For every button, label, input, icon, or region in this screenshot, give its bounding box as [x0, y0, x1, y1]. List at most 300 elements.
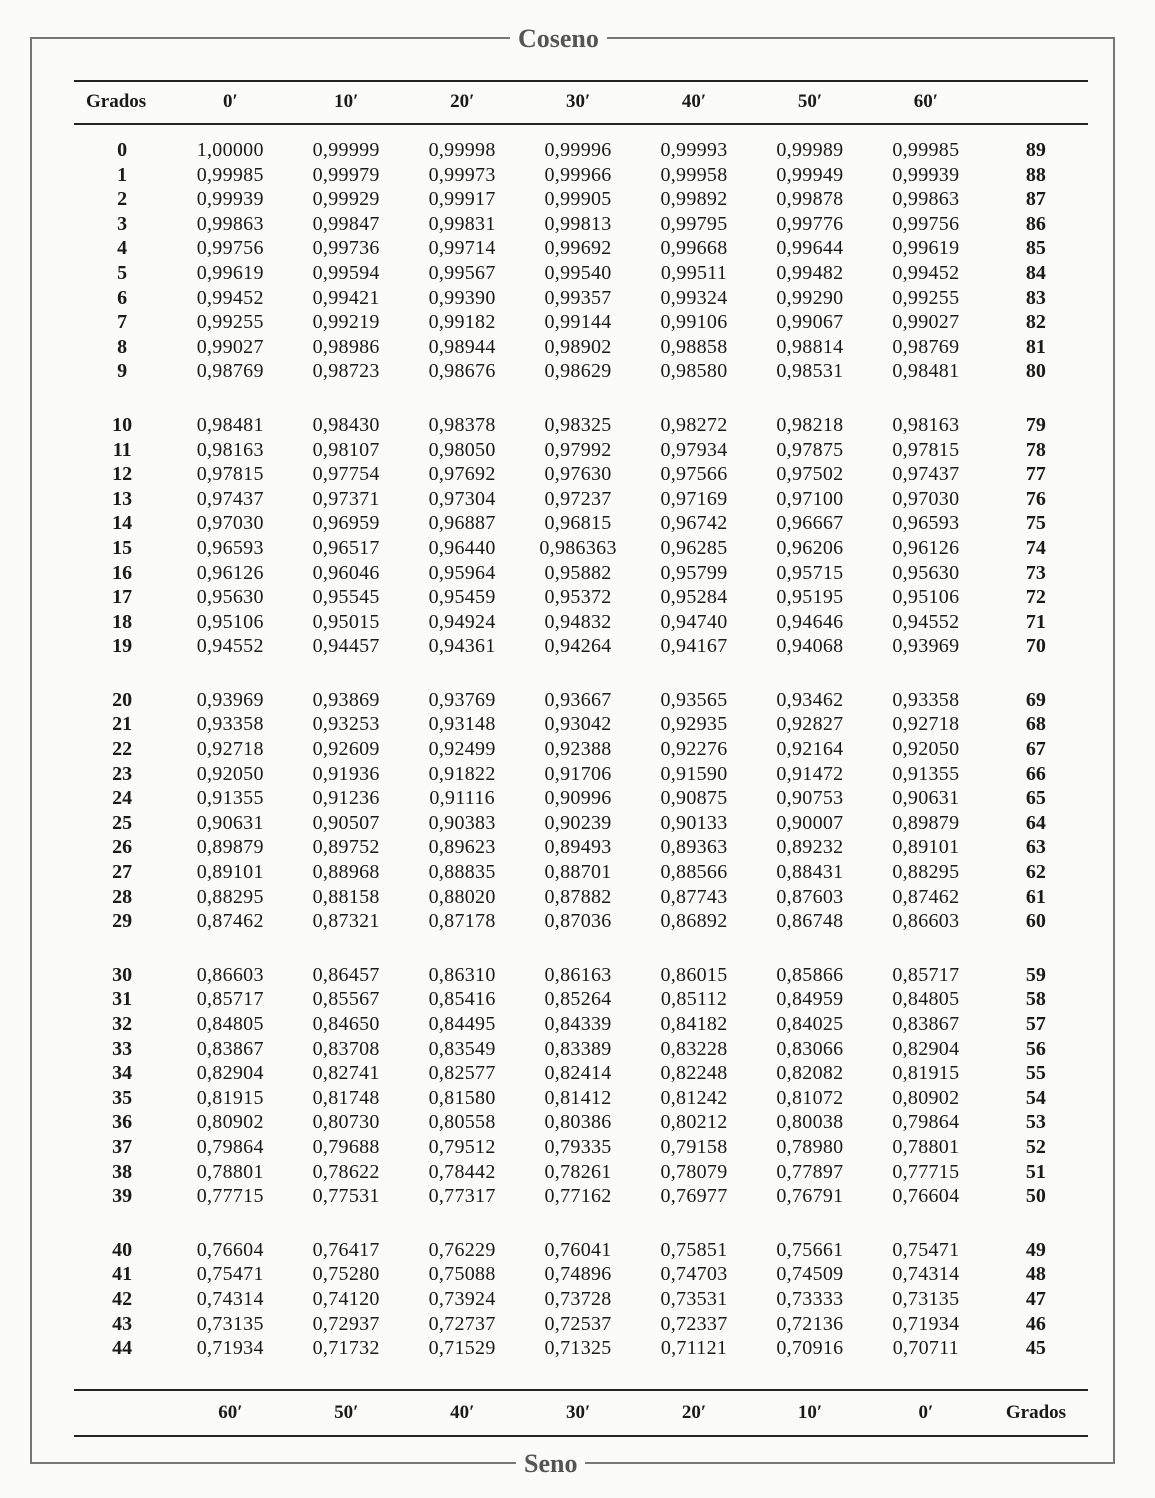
degree-cell: 3 [117, 212, 128, 235]
value-cell: 0,72937 [312, 1312, 380, 1335]
degree-cell: 26 [112, 836, 133, 859]
value-cell: 0,87603 [776, 885, 844, 908]
value-cell: 0,97169 [660, 487, 728, 510]
value-cell: 0,99795 [660, 212, 728, 235]
table-row [74, 1312, 1088, 1337]
value-cell: 0,86892 [660, 910, 728, 933]
footer-min-60: 60′ [218, 1402, 243, 1423]
value-cell: 0,71934 [196, 1337, 264, 1360]
value-cell: 0,99939 [196, 188, 264, 211]
value-cell: 0,96815 [544, 512, 612, 535]
value-cell: 0,98050 [428, 438, 496, 461]
value-cell: 0,97875 [776, 438, 844, 461]
value-cell: 0,89232 [776, 836, 844, 859]
value-cell: 0,99482 [776, 261, 844, 284]
value-cell: 0,86015 [660, 963, 728, 986]
value-cell: 0,91116 [429, 787, 495, 810]
value-cell: 0,99511 [660, 261, 728, 284]
value-cell: 0,73728 [544, 1287, 612, 1310]
value-cell: 0,89363 [660, 836, 728, 859]
value-cell: 0,99863 [196, 212, 264, 235]
value-cell: 0,77715 [892, 1160, 960, 1183]
value-cell: 0,82414 [544, 1062, 612, 1085]
degree-cell: 4 [117, 237, 128, 260]
table-row [74, 286, 1088, 311]
degree-cell: 1 [117, 163, 128, 186]
table-row [74, 438, 1088, 463]
value-cell: 0,91236 [312, 787, 380, 810]
value-cell: 0,93148 [428, 713, 496, 736]
value-cell: 0,76417 [312, 1238, 380, 1261]
value-cell: 0,99324 [660, 286, 728, 309]
value-cell: 0,92718 [892, 713, 960, 736]
value-cell: 0,99996 [544, 139, 612, 161]
value-cell: 0,83708 [312, 1037, 380, 1060]
value-cell: 0,95195 [776, 586, 844, 609]
value-cell: 0,74120 [312, 1287, 380, 1310]
complement-degree-cell: 53 [1025, 1111, 1046, 1134]
value-cell: 0,89101 [196, 861, 264, 884]
value-cell: 0,97692 [428, 463, 496, 486]
row-group [74, 1238, 1088, 1361]
degree-cell: 40 [112, 1238, 133, 1261]
value-cell: 0,99989 [776, 139, 844, 161]
value-cell: 0,84025 [776, 1013, 844, 1035]
complement-degree-cell: 48 [1025, 1263, 1046, 1286]
degree-cell: 7 [117, 311, 128, 334]
value-cell: 0,79335 [544, 1135, 612, 1158]
complement-degree-cell: 63 [1025, 836, 1046, 859]
value-cell: 0,98481 [196, 413, 264, 436]
value-cell: 0,84495 [428, 1013, 496, 1035]
value-cell: 0,85717 [196, 988, 264, 1011]
value-cell: 0,76604 [196, 1238, 264, 1261]
value-cell: 0,99452 [892, 261, 960, 284]
value-cell: 0,76229 [428, 1238, 496, 1261]
degree-cell: 14 [112, 512, 133, 535]
value-cell: 0,78261 [544, 1160, 612, 1183]
value-cell: 0,94924 [428, 610, 496, 633]
table-row [74, 585, 1088, 610]
value-cell: 0,75471 [196, 1263, 264, 1286]
value-cell: 0,99776 [776, 212, 844, 235]
value-cell: 0,84959 [776, 988, 844, 1011]
value-cell: 0,99540 [544, 261, 612, 284]
header-min-30: 30′ [566, 91, 591, 112]
value-cell: 0,90383 [428, 811, 496, 834]
value-cell: 0,93969 [196, 688, 264, 711]
value-cell: 0,90507 [312, 811, 380, 834]
value-cell: 0,73924 [428, 1287, 496, 1310]
degree-cell: 8 [117, 335, 128, 358]
value-cell: 0,94646 [776, 610, 844, 633]
header-min-0: 0′ [222, 91, 238, 112]
value-cell: 0,87462 [892, 885, 960, 908]
complement-degree-cell: 79 [1025, 413, 1046, 436]
value-cell: 0,96517 [312, 536, 380, 559]
value-cell: 0,91936 [312, 762, 380, 785]
complement-degree-cell: 89 [1025, 139, 1046, 161]
value-cell: 0,89493 [544, 836, 612, 859]
footer-min-40: 40′ [450, 1402, 475, 1423]
value-cell: 0,97502 [776, 463, 844, 486]
value-cell: 0,97437 [892, 463, 960, 486]
degree-cell: 15 [112, 536, 133, 559]
degree-cell: 13 [112, 487, 133, 510]
value-cell: 0,94361 [428, 635, 496, 658]
table-title-seno: Seno [516, 1447, 585, 1481]
value-cell: 0,89752 [312, 836, 380, 859]
value-cell: 1,00000 [196, 139, 264, 161]
value-cell: 0,98378 [428, 413, 496, 436]
value-cell: 0,95630 [892, 561, 960, 584]
table-row [74, 860, 1088, 885]
value-cell: 0,99067 [776, 311, 844, 334]
footer-min-20: 20′ [681, 1402, 707, 1423]
value-cell: 0,71325 [544, 1337, 612, 1360]
complement-degree-cell: 69 [1025, 688, 1046, 711]
value-cell: 0,88295 [196, 885, 264, 908]
table-row [74, 1238, 1088, 1263]
header-min-10: 10′ [334, 91, 359, 112]
value-cell: 0,99917 [428, 188, 496, 211]
value-cell: 0,82082 [776, 1062, 844, 1085]
complement-degree-cell: 47 [1025, 1287, 1046, 1310]
value-cell: 0,84805 [892, 988, 960, 1011]
value-cell: 0,99999 [312, 139, 380, 161]
footer-min-0: 0′ [918, 1402, 934, 1423]
value-cell: 0,96046 [312, 561, 380, 584]
value-cell: 0,73531 [660, 1287, 728, 1310]
degree-cell: 25 [112, 811, 133, 834]
value-cell: 0,91822 [428, 762, 496, 785]
value-cell: 0,99106 [660, 311, 728, 334]
row-group [74, 963, 1088, 1209]
footer-min-30: 30′ [566, 1402, 591, 1423]
value-cell: 0,99756 [196, 237, 264, 260]
value-cell: 0,98580 [660, 360, 728, 383]
value-cell: 0,84339 [544, 1013, 612, 1035]
value-cell: 0,98858 [660, 335, 728, 358]
value-cell: 0,99619 [892, 237, 960, 260]
complement-degree-cell: 83 [1025, 286, 1046, 309]
value-cell: 0,95545 [312, 586, 380, 609]
value-cell: 0,72136 [776, 1312, 844, 1335]
complement-degree-cell: 49 [1025, 1238, 1046, 1261]
value-cell: 0,72337 [660, 1312, 728, 1335]
value-cell: 0,79864 [196, 1135, 264, 1158]
degree-cell: 34 [112, 1062, 133, 1085]
value-cell: 0,98986 [312, 335, 380, 358]
table-row [74, 236, 1088, 261]
value-cell: 0,74314 [892, 1263, 960, 1286]
degree-cell: 44 [112, 1337, 133, 1360]
value-cell: 0,74314 [196, 1287, 264, 1310]
value-cell: 0,81915 [892, 1062, 960, 1085]
value-cell: 0,97815 [892, 438, 960, 461]
value-cell: 0,96667 [776, 512, 844, 535]
value-cell: 0,95715 [776, 561, 844, 584]
degree-cell: 31 [112, 988, 133, 1011]
value-cell: 0,88295 [892, 861, 960, 884]
table-row [74, 811, 1088, 836]
value-cell: 0,95015 [312, 610, 380, 633]
complement-degree-cell: 87 [1025, 188, 1046, 211]
value-cell: 0,93358 [892, 688, 960, 711]
value-cell: 0,98481 [892, 360, 960, 383]
value-cell: 0,73333 [776, 1287, 844, 1310]
table-row [74, 963, 1088, 988]
complement-degree-cell: 80 [1025, 360, 1046, 383]
value-cell: 0,81412 [544, 1086, 612, 1109]
value-cell: 0,86603 [892, 910, 960, 933]
value-cell: 0,71121 [660, 1337, 728, 1360]
value-cell: 0,86163 [544, 963, 612, 986]
value-cell: 0,76041 [544, 1238, 612, 1261]
table-row [74, 786, 1088, 811]
degree-cell: 11 [112, 438, 132, 461]
degree-cell: 16 [112, 561, 133, 584]
complement-degree-cell: 72 [1025, 586, 1046, 609]
table-row [74, 1012, 1088, 1037]
value-cell: 0,99692 [544, 237, 612, 260]
degree-cell: 2 [117, 188, 128, 211]
complement-degree-cell: 75 [1025, 512, 1046, 535]
degree-cell: 39 [112, 1185, 133, 1208]
value-cell: 0,97371 [312, 487, 380, 510]
table-row [74, 737, 1088, 762]
value-cell: 0,94552 [892, 610, 960, 633]
value-cell: 0,86603 [196, 963, 264, 986]
value-cell: 0,92388 [544, 738, 612, 761]
value-cell: 0,99949 [776, 163, 844, 186]
value-cell: 0,97630 [544, 463, 612, 486]
degree-cell: 37 [112, 1135, 133, 1158]
value-cell: 0,82577 [428, 1062, 496, 1085]
value-cell: 0,85567 [312, 988, 380, 1011]
footer-min-50: 50′ [334, 1402, 359, 1423]
value-cell: 0,89623 [428, 836, 496, 859]
value-cell: 0,90996 [544, 787, 612, 810]
value-cell: 0,73135 [892, 1287, 960, 1310]
value-cell: 0,99027 [892, 311, 960, 334]
value-cell: 0,78980 [776, 1135, 844, 1158]
table-row [74, 536, 1088, 561]
complement-degree-cell: 74 [1025, 536, 1046, 559]
degree-cell: 38 [112, 1160, 133, 1183]
value-cell: 0,86748 [776, 910, 844, 933]
value-cell: 0,97934 [660, 438, 728, 461]
value-cell: 0,98769 [892, 335, 960, 358]
complement-degree-cell: 60 [1025, 910, 1046, 933]
degree-cell: 29 [112, 910, 133, 933]
complement-degree-cell: 61 [1025, 885, 1046, 908]
value-cell: 0,95964 [428, 561, 496, 584]
value-cell: 0,94167 [660, 635, 728, 658]
table-title-coseno: Coseno [510, 22, 607, 56]
complement-degree-cell: 52 [1025, 1135, 1046, 1158]
complement-degree-cell: 70 [1025, 635, 1046, 658]
value-cell: 0,99929 [312, 188, 380, 211]
complement-degree-cell: 77 [1025, 463, 1046, 486]
value-cell: 0,81915 [196, 1086, 264, 1109]
value-cell: 0,82904 [892, 1037, 960, 1060]
value-cell: 0,99452 [196, 286, 264, 309]
value-cell: 0,93969 [892, 635, 960, 658]
table-row [74, 885, 1088, 910]
value-cell: 0,99255 [196, 311, 264, 334]
value-cell: 0,74896 [544, 1263, 612, 1286]
value-cell: 0,96593 [196, 536, 264, 559]
value-cell: 0,88566 [660, 861, 728, 884]
value-cell: 0,99290 [776, 286, 844, 309]
value-cell: 0,96887 [428, 512, 496, 535]
table-row [74, 261, 1088, 286]
degree-cell: 21 [112, 713, 133, 736]
value-cell: 0,84182 [660, 1013, 728, 1035]
column-header-bottom [74, 1394, 1088, 1432]
value-cell: 0,86457 [312, 963, 380, 986]
value-cell: 0,97754 [312, 463, 380, 486]
table-row [74, 561, 1088, 586]
value-cell: 0,99958 [660, 163, 728, 186]
complement-degree-cell: 62 [1025, 861, 1046, 884]
complement-degree-cell: 65 [1025, 787, 1046, 810]
value-cell: 0,98944 [428, 335, 496, 358]
value-cell: 0,98430 [312, 413, 380, 436]
value-cell: 0,80386 [544, 1111, 612, 1134]
value-cell: 0,79688 [312, 1135, 380, 1158]
degree-cell: 28 [112, 885, 133, 908]
table-row [74, 163, 1088, 188]
value-cell: 0,986363 [539, 536, 617, 559]
value-cell: 0,97030 [892, 487, 960, 510]
value-cell: 0,88431 [776, 861, 844, 884]
value-cell: 0,96440 [428, 536, 496, 559]
table-row [74, 1037, 1088, 1062]
table-row [74, 835, 1088, 860]
value-cell: 0,93769 [428, 688, 496, 711]
value-cell: 0,80212 [660, 1111, 728, 1134]
value-cell: 0,85866 [776, 963, 844, 986]
complement-degree-cell: 55 [1025, 1062, 1046, 1085]
value-cell: 0,85264 [544, 988, 612, 1011]
value-cell: 0,72737 [428, 1312, 496, 1335]
complement-degree-cell: 66 [1025, 762, 1046, 785]
value-cell: 0,94740 [660, 610, 728, 633]
value-cell: 0,89101 [892, 836, 960, 859]
value-cell: 0,75280 [312, 1263, 380, 1286]
value-cell: 0,91472 [776, 762, 844, 785]
value-cell: 0,93667 [544, 688, 612, 711]
value-cell: 0,93462 [776, 688, 844, 711]
table-row [74, 1086, 1088, 1111]
complement-degree-cell: 81 [1025, 335, 1046, 358]
table-row [74, 1061, 1088, 1086]
value-cell: 0,92827 [776, 713, 844, 736]
complement-degree-cell: 50 [1025, 1185, 1046, 1208]
value-cell: 0,92050 [892, 738, 960, 761]
value-cell: 0,89879 [196, 836, 264, 859]
value-cell: 0,96126 [196, 561, 264, 584]
value-cell: 0,87178 [428, 910, 496, 933]
value-cell: 0,96206 [776, 536, 844, 559]
value-cell: 0,92050 [196, 762, 264, 785]
complement-degree-cell: 51 [1025, 1160, 1046, 1183]
degree-cell: 27 [112, 861, 133, 884]
value-cell: 0,80038 [776, 1111, 844, 1134]
degree-cell: 10 [112, 413, 133, 436]
value-cell: 0,84650 [312, 1013, 380, 1035]
table-row [74, 610, 1088, 635]
footer-min-10: 10′ [797, 1402, 823, 1423]
value-cell: 0,79512 [428, 1135, 496, 1158]
table-row [74, 187, 1088, 212]
value-cell: 0,99144 [544, 311, 612, 334]
table-row [74, 335, 1088, 360]
value-cell: 0,99998 [428, 139, 496, 161]
table-row [74, 688, 1088, 713]
value-cell: 0,93042 [544, 713, 612, 736]
table-row [74, 634, 1088, 659]
header-min-40: 40′ [681, 91, 707, 112]
value-cell: 0,82741 [312, 1062, 380, 1085]
table-row [74, 1110, 1088, 1135]
value-cell: 0,93253 [312, 713, 380, 736]
value-cell: 0,99255 [892, 286, 960, 309]
value-cell: 0,71934 [892, 1312, 960, 1335]
value-cell: 0,98272 [660, 413, 728, 436]
value-cell: 0,98107 [312, 438, 380, 461]
value-cell: 0,70916 [776, 1337, 844, 1360]
value-cell: 0,98629 [544, 360, 612, 383]
value-cell: 0,73135 [196, 1312, 264, 1335]
row-group [74, 413, 1088, 659]
value-cell: 0,98531 [776, 360, 844, 383]
value-cell: 0,88020 [428, 885, 496, 908]
degree-cell: 9 [117, 360, 128, 383]
value-cell: 0,99644 [776, 237, 844, 260]
complement-degree-cell: 71 [1025, 610, 1046, 633]
degree-cell: 42 [112, 1287, 133, 1310]
value-cell: 0,71529 [428, 1337, 496, 1360]
value-cell: 0,81242 [660, 1086, 728, 1109]
value-cell: 0,98902 [544, 335, 612, 358]
complement-degree-cell: 73 [1025, 561, 1046, 584]
value-cell: 0,77531 [312, 1185, 380, 1208]
header-min-20: 20′ [450, 91, 475, 112]
value-cell: 0,95799 [660, 561, 728, 584]
value-cell: 0,92718 [196, 738, 264, 761]
value-cell: 0,81580 [428, 1086, 496, 1109]
degree-cell: 23 [112, 762, 133, 785]
value-cell: 0,74509 [776, 1263, 844, 1286]
row-group [74, 138, 1088, 384]
value-cell: 0,99939 [892, 163, 960, 186]
value-cell: 0,97437 [196, 487, 264, 510]
value-cell: 0,99182 [428, 311, 496, 334]
table-row [74, 1135, 1088, 1160]
value-cell: 0,83228 [660, 1037, 728, 1060]
complement-degree-cell: 45 [1025, 1337, 1046, 1360]
value-cell: 0,91355 [892, 762, 960, 785]
value-cell: 0,78801 [892, 1135, 960, 1158]
complement-degree-cell: 84 [1025, 261, 1046, 284]
value-cell: 0,88835 [428, 861, 496, 884]
value-cell: 0,96593 [892, 512, 960, 535]
table-row [74, 1160, 1088, 1185]
value-cell: 0,99714 [428, 237, 496, 260]
